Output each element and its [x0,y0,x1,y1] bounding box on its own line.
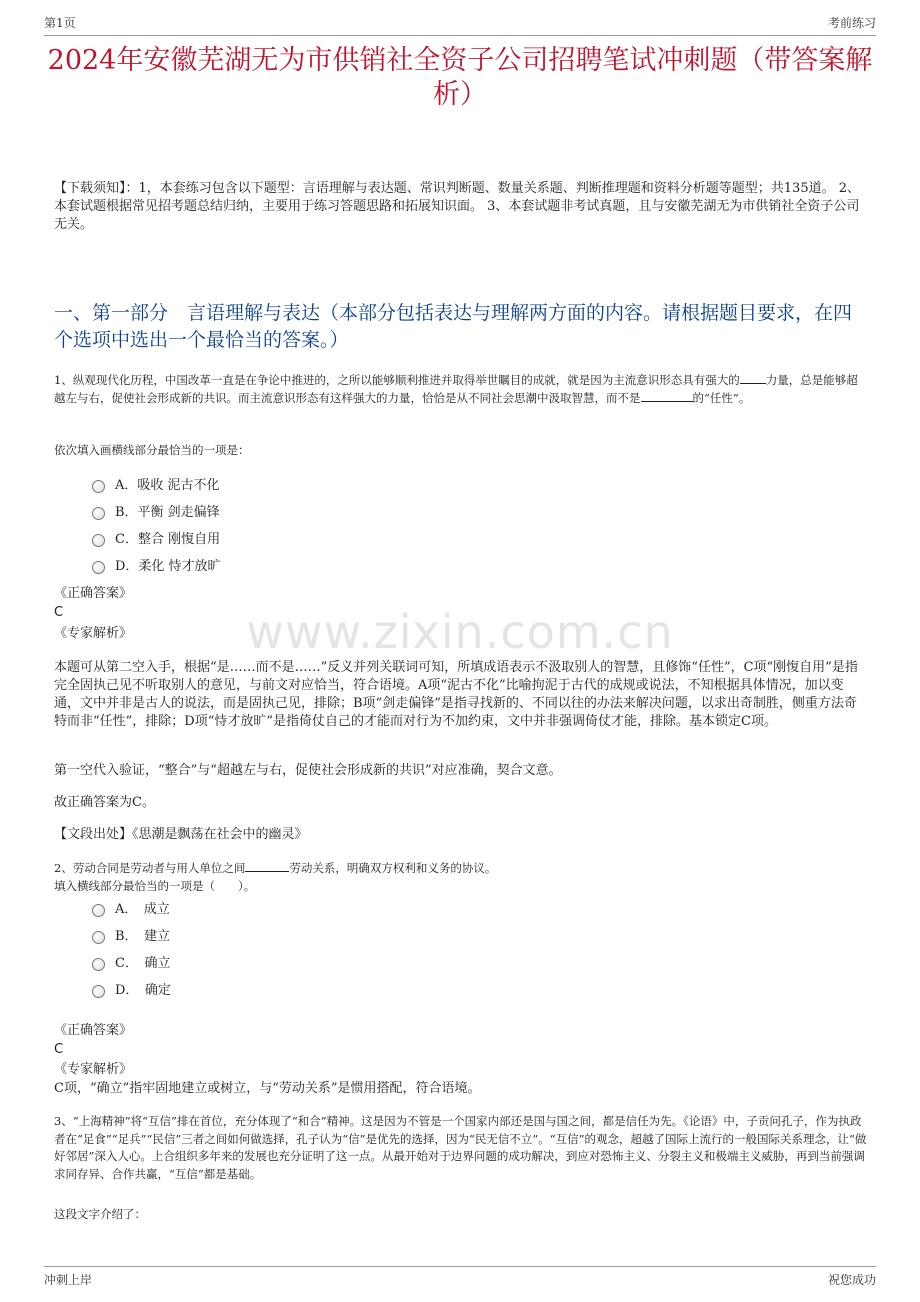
q2-option-d[interactable]: D． 确定 [92,982,171,1000]
radio-icon[interactable] [92,480,105,493]
q3-stem: 3、“上海精神”将“互信”排在首位，充分体现了“和合”精神。这是因为不管是一个国家内部还是国与国之间，都是信任为先。《论语》中，子贡问孔子，作为执政者在“足食”“足兵”“民信”三者之间如何做选择，孔子认为“信”是优先的选择，因为“民无信不立”。“互信”的观念，超越了国际上流行的一般国际关系理念，让“做好邻居”深入人心。上合组织多年来的发展也充分证明了这一点。从最开始对于边界问题的成功解决，到应对恐怖主义、分裂主义和极端主义威胁，再到当前强调求同存异、合作共赢，“互信”都是基础。 [54,1114,867,1181]
q2-blank [245,871,289,872]
header-tag: 考前练习 [827,16,876,30]
page-footer [44,1266,876,1291]
q1-answer-label: 《正确答案》 [54,586,133,601]
radio-icon[interactable] [92,561,105,574]
q1-option-d[interactable]: D．柔化 恃才放旷 [92,558,221,576]
page-number: 第1页 [44,16,76,30]
q2-stem: 2、劳动合同是劳动者与用人单位之间 劳动关系，明确双方权利和义务的协议。 [54,861,497,875]
q1-analysis-3: 故正确答案为C。 [54,795,155,810]
document-title: 2024年安徽芜湖无为市供销社全资子公司招聘笔试冲刺题（带答案解析） [47,45,873,110]
q1-analysis-2: 第一空代入验证，“整合”与“超越左与右，促使社会形成新的共识”对应准确，契合文意。 [54,763,562,778]
q1-option-b[interactable]: B．平衡 剑走偏锋 [92,504,220,522]
q1-blank-2 [641,401,693,402]
q2-option-c[interactable]: C． 确立 [92,955,170,973]
q1-blank-1 [740,383,766,384]
q1-stem: 1、纵观现代化历程，中国改革一直是在争论中推进的，之所以能够顺利推进并取得举世瞩目的成就，就是因为主流意识形态具有强大的 力量，总是能够超越左与右，促使社会形成新的共识。而主流意识形态有这样强大的力量，恰恰是从不同社会思潮中汲取智慧，而不是 的“任性”。 [54,373,858,405]
q2-analysis-label: 《专家解析》 [54,1062,133,1077]
radio-icon[interactable] [92,985,105,998]
watermark: www.zixin.com.cn [246,605,674,659]
q2-analysis: C项，“确立”指牢固地建立或树立，与“劳动关系”是惯用搭配，符合语境。 [54,1081,481,1096]
footer-right: 祝您成功 [827,1273,876,1287]
footer-left: 冲刺上岸 [44,1273,93,1287]
radio-icon[interactable] [92,931,105,944]
q1-analysis-1: 本题可从第二空入手，根据“是……而不是……”反义并列关联词可知，所填成语表示不汲取别人的智慧，且修饰“任性”，C项“刚愎自用”是指完全固执己见不听取别人的意见，与前文对应恰当，符合语境。A项“泥古不化”比喻拘泥于古代的成规或说法，不知根据具体情况，加以变通，文中并非是古人的说法，而是固执己见，排除；B项“剑走偏锋”是指寻找新的、不同以往的办法来解决问题，以求出奇制胜，侧重方法奇特而非“任性”，排除；D项“恃才放旷”是指倚仗自己的才能而对行为不加约束，文中并非强调倚仗才能，排除。基本锁定C项。 [54,660,858,729]
q1-analysis-label: 《专家解析》 [54,626,133,641]
q2-option-b[interactable]: B． 建立 [92,928,170,946]
q2-prompt: 填入横线部分最恰当的一项是（ ）。 [54,879,256,893]
q1-option-a[interactable]: A．吸收 泥古不化 [92,477,220,495]
q3-prompt: 这段文字介绍了： [54,1207,146,1221]
radio-icon[interactable] [92,534,105,547]
q1-answer: C [54,605,64,620]
q2-option-a[interactable]: A． 成立 [92,901,170,919]
q2-answer: C [54,1042,64,1057]
q1-prompt: 依次填入画横线部分最恰当的一项是： [54,443,250,457]
page-header [44,14,876,36]
q1-source: 【文段出处】《思潮是飘荡在社会中的幽灵》 [54,827,308,842]
q2-answer-label: 《正确答案》 [54,1023,133,1038]
radio-icon[interactable] [92,904,105,917]
radio-icon[interactable] [92,507,105,520]
section-heading: 一、第一部分 言语理解与表达（本部分包括表达与理解两方面的内容。请根据题目要求，在四个选项中选出一个最恰当的答案。） [54,302,853,351]
q1-option-c[interactable]: C．整合 刚愎自用 [92,531,220,549]
radio-icon[interactable] [92,958,105,971]
download-notice: 【下载须知】：1，本套练习包含以下题型：言语理解与表达题、常识判断题、数量关系题、判断推理题和资料分析题等题型；共135道。 2、本套试题根据常见招考题总结归纳，主要用于练习答题思路和拓展知识面。 3、本套试题非考试真题，且与安徽芜湖无为市供销社全资子公司无关。 [54,181,860,232]
